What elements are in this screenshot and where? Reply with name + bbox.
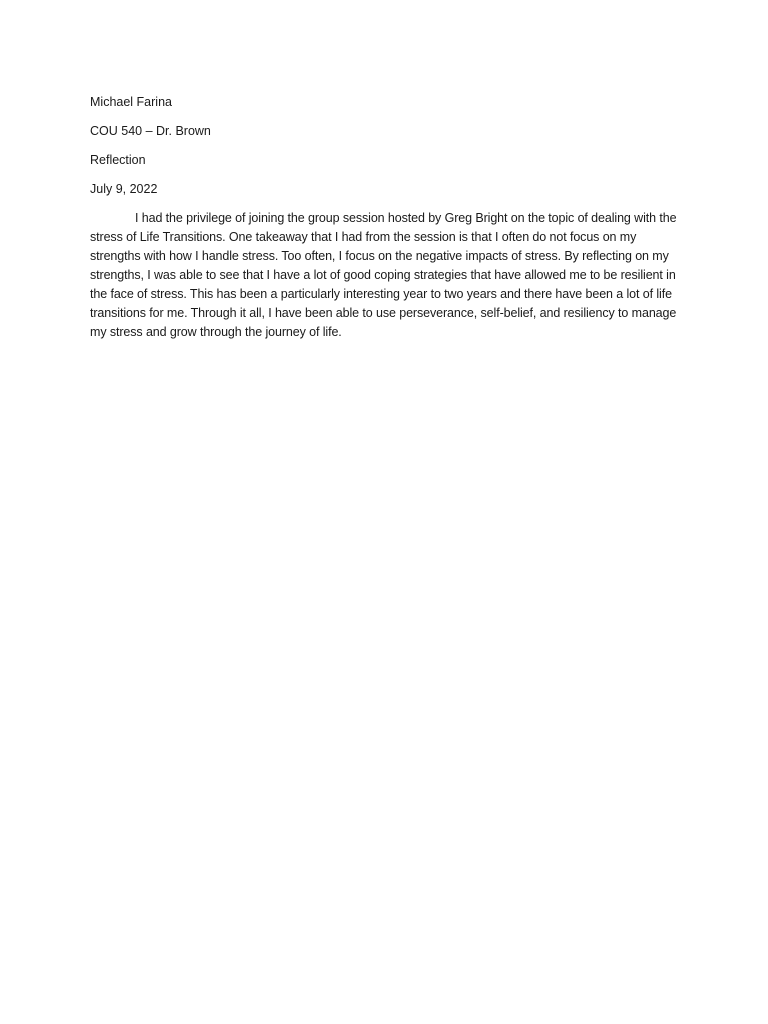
reflection-paragraph: I had the privilege of joining the group session hosted by Greg Bright on the topic of dealing with the stress of Life Transitions. One takeaway that I had from the session is that I often do not focus on my strengths with how I handle stress. Too often, I focus on the negative impacts of stress. By reflecting on my strengths, I was able to see that I have a lot of good coping strategies that have allowed me to be resilient in the face of stress. This has been a particularly interesting year to two years and there have been a lot of life transitions for me. Through it all, I have been able to use perseverance, self-belief, and resiliency to manage my stress and grow through the journey of life. (90, 211, 677, 339)
document-title: Reflection (90, 153, 146, 167)
author-name: Michael Farina (90, 95, 172, 109)
course-line: COU 540 – Dr. Brown (90, 124, 211, 138)
document-body (90, 93, 682, 342)
document-date: July 9, 2022 (90, 182, 158, 196)
